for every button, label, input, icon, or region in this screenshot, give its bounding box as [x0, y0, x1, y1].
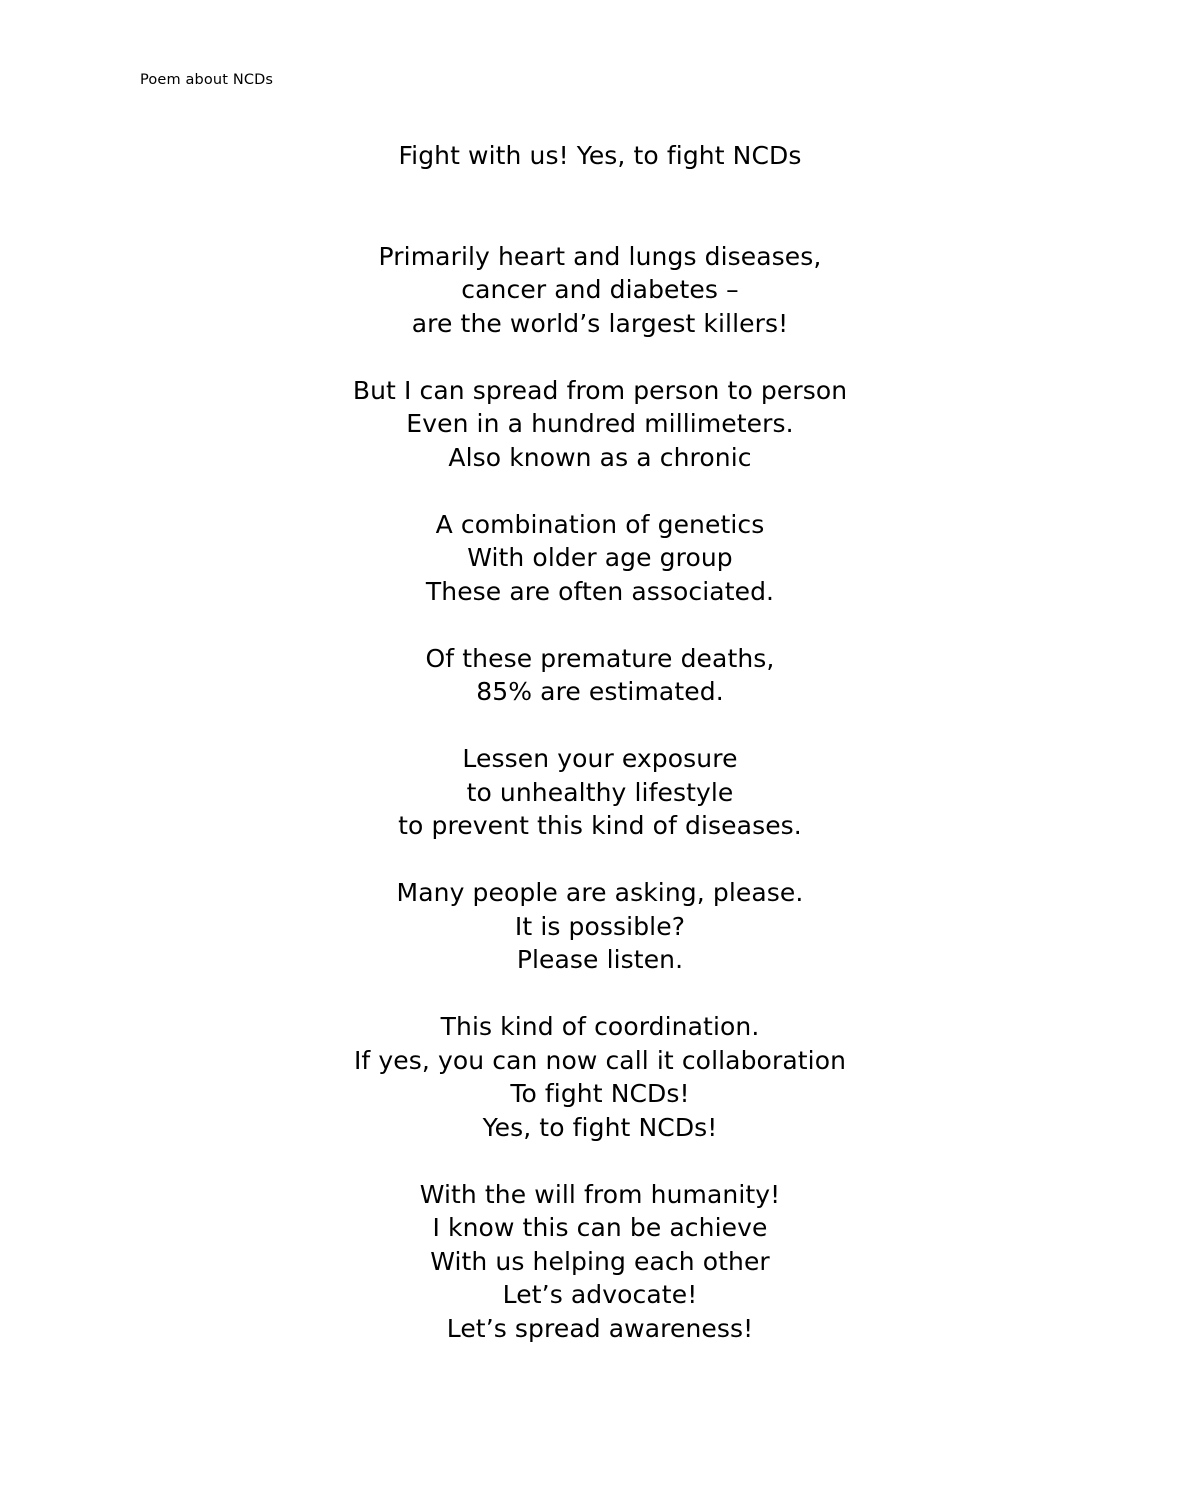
stanza-gap-spacer [150, 608, 1050, 642]
stanza-gap-spacer [150, 1144, 1050, 1178]
poem-line: Yes, to fight NCDs! [482, 1112, 718, 1142]
poem-line: Please listen. [516, 945, 684, 974]
stanza-5 [150, 742, 1050, 843]
poem-line: It is possible? [514, 911, 686, 941]
poem-line: Even in a hundred millimeters. [406, 409, 794, 438]
poem-line: With us helping each other [430, 1246, 770, 1276]
poem-line: Also known as a chronic [448, 442, 752, 472]
poem-line: Let’s spread awareness! [446, 1313, 754, 1343]
stanza-6 [150, 876, 1050, 977]
poem-container [150, 139, 1050, 1345]
stanza-2 [150, 374, 1050, 475]
stanza-gap-spacer [150, 977, 1050, 1011]
stanza-7 [150, 1010, 1050, 1144]
poem-line: But I can spread from person to person [352, 375, 848, 405]
stanza-8 [150, 1178, 1050, 1346]
poem-line: cancer and diabetes – [461, 275, 739, 304]
poem-line: To fight NCDs! [510, 1079, 690, 1108]
poem-line: If yes, you can now call it collaboration [353, 1045, 847, 1075]
stanza-3 [150, 508, 1050, 609]
stanza-gap-spacer [150, 709, 1050, 743]
stanza-gap-spacer [150, 843, 1050, 877]
poem-line: are the world’s largest killers! [411, 308, 789, 338]
poem-line: 85% are estimated. [476, 677, 724, 706]
poem-line: Many people are asking, please. [396, 878, 804, 907]
poem-line: Lessen your exposure [462, 744, 738, 773]
poem-line: Primarily heart and lungs diseases, [378, 241, 822, 271]
poem-line: to unhealthy lifestyle [466, 777, 734, 807]
document-header-title: Poem about NCDs [140, 72, 274, 88]
poem-line: Of these premature deaths, [425, 643, 775, 673]
poem-line: This kind of coordination. [440, 1012, 760, 1041]
poem-line: With older age group [467, 543, 733, 572]
poem-line: Let’s advocate! [502, 1280, 698, 1309]
stanza-1 [150, 240, 1050, 341]
title-gap-spacer [150, 173, 1050, 240]
stanza-gap-spacer [150, 474, 1050, 508]
stanza-gap-spacer [150, 340, 1050, 374]
poem-line: With the will from humanity! [419, 1179, 781, 1209]
poem-stanza-list [150, 240, 1050, 1346]
poem-line: I know this can be achieve [432, 1213, 768, 1242]
poem-title: Fight with us! Yes, to fight NCDs [398, 141, 802, 170]
stanza-4 [150, 642, 1050, 709]
poem-line: to prevent this kind of diseases. [398, 811, 802, 840]
poem-line: These are often associated. [425, 576, 775, 606]
poem-line: A combination of genetics [435, 509, 765, 539]
